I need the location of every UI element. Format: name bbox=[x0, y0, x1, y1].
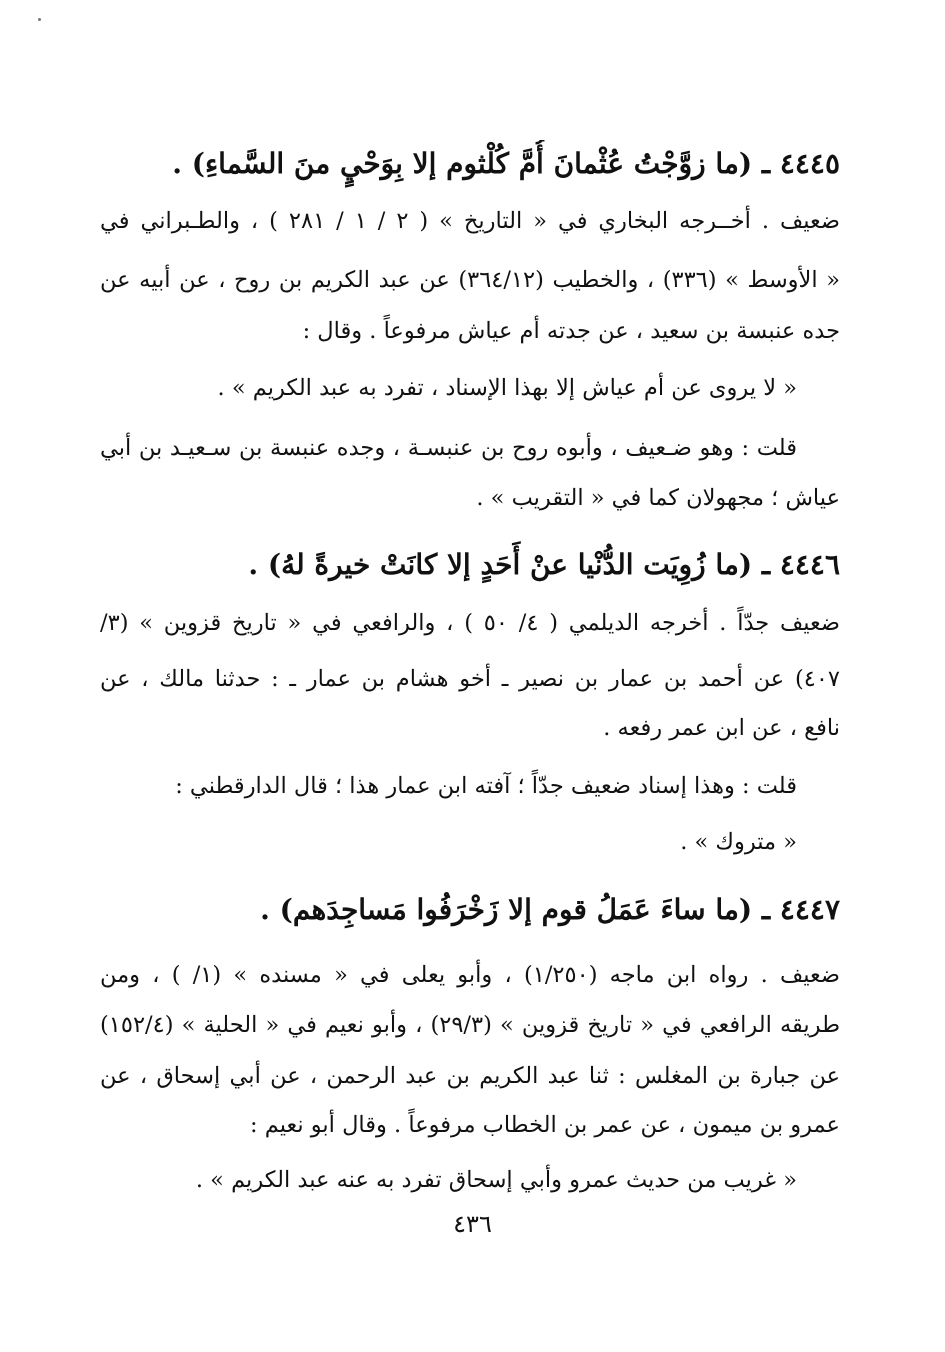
takhrij-line: « الأوسط » (٣٣٦) ، والخطيب (٣٦٤/١٢) عن عبد الكريم بن روح ، عن أبيه عن bbox=[100, 267, 840, 293]
takhrij-line: ٤٠٧) عن أحمد بن عمار بن نصير ـ أخو هشام بن عمار ـ : حدثنا مالك ، عن bbox=[100, 666, 840, 692]
hadith-heading-4447: ٤٤٤٧ ـ (ما ساءَ عَمَلُ قوم إلا زَخْرَفُوا مَساجِدَهم) . bbox=[260, 893, 840, 926]
takhrij-line: طريقه الرافعي في « تاريخ قزوين » (٢٩/٣) ، وأبو نعيم في « الحلية » (١٥٢/٤) bbox=[100, 1012, 840, 1038]
takhrij-line: ضعيف جدّاً . أخرجه الديلمي ( ٤/ ٥٠ ) ، والرافعي في « تاريخ قزوين » (٣/ bbox=[100, 610, 840, 636]
scan-speck bbox=[38, 18, 41, 21]
takhrij-line: ضعيف . رواه ابن ماجه (١/٢٥٠) ، وأبو يعلى في « مسنده » (١/ ) ، ومن bbox=[100, 962, 840, 988]
hadith-heading-4446: ٤٤٤٦ ـ (ما زُوِيَت الدُّنْيا عنْ أَحَدٍ إلا كانَتْ خيرةً لهُ) . bbox=[248, 548, 840, 581]
quotation: « لا يروى عن أم عياش إلا بهذا الإسناد ، تفرد به عبد الكريم » . bbox=[217, 375, 797, 401]
quotation: « غريب من حديث عمرو وأبي إسحاق تفرد به عنه عبد الكريم » . bbox=[195, 1167, 797, 1193]
takhrij-line: جده عنبسة بن سعيد ، عن جدته أم عياش مرفوعاً . وقال : bbox=[302, 318, 840, 344]
page-number: ٤٣٦ bbox=[453, 1210, 492, 1238]
comment-line: عياش ؛ مجهولان كما في « التقريب » . bbox=[476, 485, 840, 511]
comment-line: قلت : وهو ضـعيف ، وأبوه روح بن عنبسـة ، وجده عنبسة بن سـعيـد بن أبي bbox=[100, 435, 797, 461]
takhrij-line: ضعيف . أخــرجه البخاري في « التاريخ » ( ٢ / ١ / ٢٨١ ) ، والطـبراني في bbox=[100, 208, 840, 234]
takhrij-line: نافع ، عن ابن عمر رفعه . bbox=[603, 715, 840, 741]
hadith-heading-4445: ٤٤٤٥ ـ (ما زوَّجْتُ عُثْمانَ أُمَّ كُلْثوم إلا بِوَحْيٍ منَ السَّماءِ) . bbox=[172, 147, 840, 180]
takhrij-line: عمرو بن ميمون ، عن عمر بن الخطاب مرفوعاً . وقال أبو نعيم : bbox=[250, 1112, 840, 1138]
comment-line: « متروك » . bbox=[680, 829, 797, 855]
comment-line: قلت : وهذا إسناد ضعيف جدّاً ؛ آفته ابن عمار هذا ؛ قال الدارقطني : bbox=[175, 773, 797, 799]
takhrij-line: عن جبارة بن المغلس : ثنا عبد الكريم بن عبد الرحمن ، عن أبي إسحاق ، عن bbox=[100, 1063, 840, 1089]
